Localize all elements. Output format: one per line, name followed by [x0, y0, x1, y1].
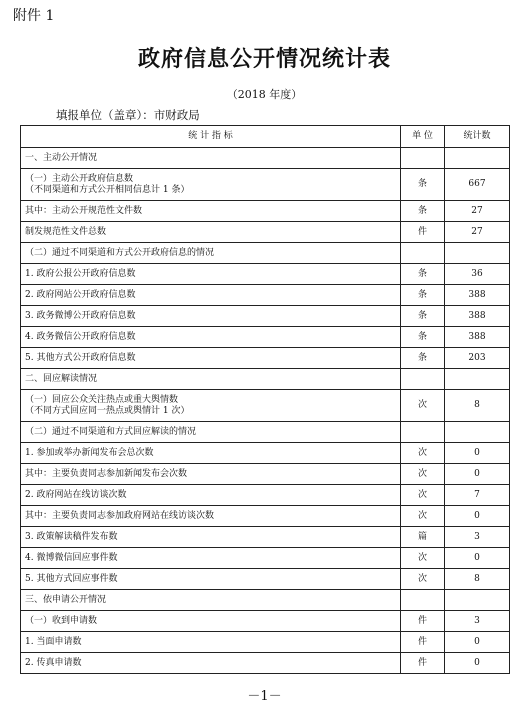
count-cell: 203 — [445, 348, 510, 369]
table-row — [21, 201, 510, 222]
count-cell — [445, 369, 510, 390]
unit-cell: 条 — [401, 327, 445, 348]
indicator-cell — [21, 485, 401, 506]
indicator-label: 制发规范性文件总数 — [25, 226, 107, 237]
indicator-cell — [21, 464, 401, 485]
indicator-label: 2. 政府网站在线访谈次数 — [25, 489, 127, 500]
unit-cell: 次 — [401, 569, 445, 590]
indicator-cell — [21, 443, 401, 464]
table-body — [21, 148, 510, 674]
indicator-cell — [21, 169, 401, 201]
unit-cell: 条 — [401, 169, 445, 201]
table-row — [21, 327, 510, 348]
indicator-label: 5. 其他方式公开政府信息数 — [25, 352, 136, 363]
indicator-label: 一、主动公开情况 — [25, 152, 98, 163]
count-cell: 8 — [445, 569, 510, 590]
table-row — [21, 369, 510, 390]
indicator-label: 4. 政务微信公开政府信息数 — [25, 331, 136, 342]
indicator-label: 5. 其他方式回应事件数 — [25, 573, 118, 584]
count-cell: 0 — [445, 632, 510, 653]
table-row — [21, 422, 510, 443]
table-row — [21, 464, 510, 485]
unit-cell: 件 — [401, 632, 445, 653]
indicator-cell — [21, 527, 401, 548]
indicator-label: 1. 政府公报公开政府信息数 — [25, 268, 136, 279]
unit-cell: 条 — [401, 306, 445, 327]
count-cell: 27 — [445, 201, 510, 222]
indicator-label: 3. 政策解读稿件发布数 — [25, 531, 118, 542]
count-cell: 388 — [445, 327, 510, 348]
indicator-label: 二、回应解读情况 — [25, 373, 98, 384]
indicator-cell — [21, 243, 401, 264]
count-cell — [445, 148, 510, 169]
indicator-cell — [21, 506, 401, 527]
table-row — [21, 348, 510, 369]
indicator-label: （二）通过不同渠道和方式公开政府信息的情况 — [25, 247, 215, 258]
indicator-label: 三、依申请公开情况 — [25, 594, 107, 605]
unit-cell — [401, 369, 445, 390]
indicator-label: 3. 政务微博公开政府信息数 — [25, 310, 136, 321]
indicator-label: （一）主动公开政府信息数 — [25, 173, 134, 184]
table-row — [21, 590, 510, 611]
table-row — [21, 243, 510, 264]
count-cell: 0 — [445, 443, 510, 464]
count-cell: 0 — [445, 548, 510, 569]
table-row — [21, 443, 510, 464]
indicator-cell — [21, 369, 401, 390]
table-row — [21, 485, 510, 506]
unit-cell: 次 — [401, 464, 445, 485]
indicator-cell — [21, 222, 401, 243]
count-cell — [445, 422, 510, 443]
indicator-label: 其中：主要负责同志参加政府网站在线访谈次数 — [25, 510, 215, 521]
indicator-label: 4. 微博微信回应事件数 — [25, 552, 118, 563]
attachment-label: 附件 1 — [13, 8, 55, 24]
indicator-label: 1. 参加或举办新闻发布会总次数 — [25, 447, 154, 458]
indicator-cell — [21, 201, 401, 222]
indicator-cell — [21, 632, 401, 653]
count-cell: 388 — [445, 285, 510, 306]
indicator-note: （不同渠道和方式公开相同信息计 1 条） — [25, 184, 190, 195]
unit-cell — [401, 422, 445, 443]
indicator-cell — [21, 569, 401, 590]
indicator-cell — [21, 285, 401, 306]
table-row — [21, 548, 510, 569]
indicator-cell — [21, 264, 401, 285]
table-row — [21, 653, 510, 674]
indicator-cell — [21, 422, 401, 443]
page-number: －1－ — [247, 689, 282, 704]
table-row — [21, 390, 510, 422]
page-title: 政府信息公开情况统计表 — [137, 46, 391, 72]
count-cell — [445, 243, 510, 264]
unit-cell: 条 — [401, 264, 445, 285]
unit-cell — [401, 243, 445, 264]
count-cell: 8 — [445, 390, 510, 422]
table-row — [21, 611, 510, 632]
count-cell — [445, 590, 510, 611]
statistics-table — [20, 125, 510, 674]
indicator-label: 2. 传真申请数 — [25, 657, 82, 668]
table-row — [21, 222, 510, 243]
indicator-cell — [21, 548, 401, 569]
count-cell: 0 — [445, 653, 510, 674]
indicator-cell — [21, 611, 401, 632]
unit-cell: 次 — [401, 506, 445, 527]
count-cell: 27 — [445, 222, 510, 243]
unit-cell: 件 — [401, 222, 445, 243]
indicator-label: （二）通过不同渠道和方式回应解读的情况 — [25, 426, 197, 437]
unit-cell: 次 — [401, 390, 445, 422]
column-header-indicator: 统 计 指 标 — [21, 126, 401, 148]
reporting-unit: 填报单位（盖章）：市财政局 — [56, 108, 200, 122]
unit-cell: 条 — [401, 285, 445, 306]
indicator-cell — [21, 653, 401, 674]
indicator-label: 1. 当面申请数 — [25, 636, 82, 647]
count-cell: 0 — [445, 506, 510, 527]
table-row — [21, 527, 510, 548]
report-year: （2018 年度） — [226, 88, 303, 101]
table-row — [21, 632, 510, 653]
unit-cell: 次 — [401, 443, 445, 464]
indicator-cell — [21, 148, 401, 169]
count-cell: 667 — [445, 169, 510, 201]
table-row — [21, 506, 510, 527]
column-header-unit: 单 位 — [401, 126, 445, 148]
count-cell: 3 — [445, 527, 510, 548]
unit-cell — [401, 590, 445, 611]
indicator-label: （一）收到申请数 — [25, 615, 98, 626]
count-cell: 3 — [445, 611, 510, 632]
table-row — [21, 169, 510, 201]
count-cell: 7 — [445, 485, 510, 506]
column-header-count: 统计数 — [445, 126, 510, 148]
indicator-label: 其中：主动公开规范性文件数 — [25, 205, 143, 216]
unit-cell: 件 — [401, 611, 445, 632]
indicator-cell — [21, 348, 401, 369]
indicator-cell — [21, 390, 401, 422]
indicator-cell — [21, 590, 401, 611]
indicator-label: （一）回应公众关注热点或重大舆情数 — [25, 394, 179, 405]
unit-cell: 次 — [401, 485, 445, 506]
table-row — [21, 306, 510, 327]
table-row — [21, 285, 510, 306]
unit-cell: 条 — [401, 348, 445, 369]
indicator-label: 2. 政府网站公开政府信息数 — [25, 289, 136, 300]
count-cell: 388 — [445, 306, 510, 327]
table-row — [21, 148, 510, 169]
count-cell: 0 — [445, 464, 510, 485]
count-cell: 36 — [445, 264, 510, 285]
unit-cell: 条 — [401, 201, 445, 222]
unit-cell: 篇 — [401, 527, 445, 548]
unit-cell: 次 — [401, 548, 445, 569]
table-row — [21, 569, 510, 590]
indicator-cell — [21, 327, 401, 348]
table-header-row — [21, 126, 510, 148]
indicator-note: （不同方式回应同一热点或舆情计 1 次） — [25, 405, 190, 416]
table-row — [21, 264, 510, 285]
indicator-label: 其中：主要负责同志参加新闻发布会次数 — [25, 468, 188, 479]
unit-cell — [401, 148, 445, 169]
indicator-cell — [21, 306, 401, 327]
unit-cell: 件 — [401, 653, 445, 674]
